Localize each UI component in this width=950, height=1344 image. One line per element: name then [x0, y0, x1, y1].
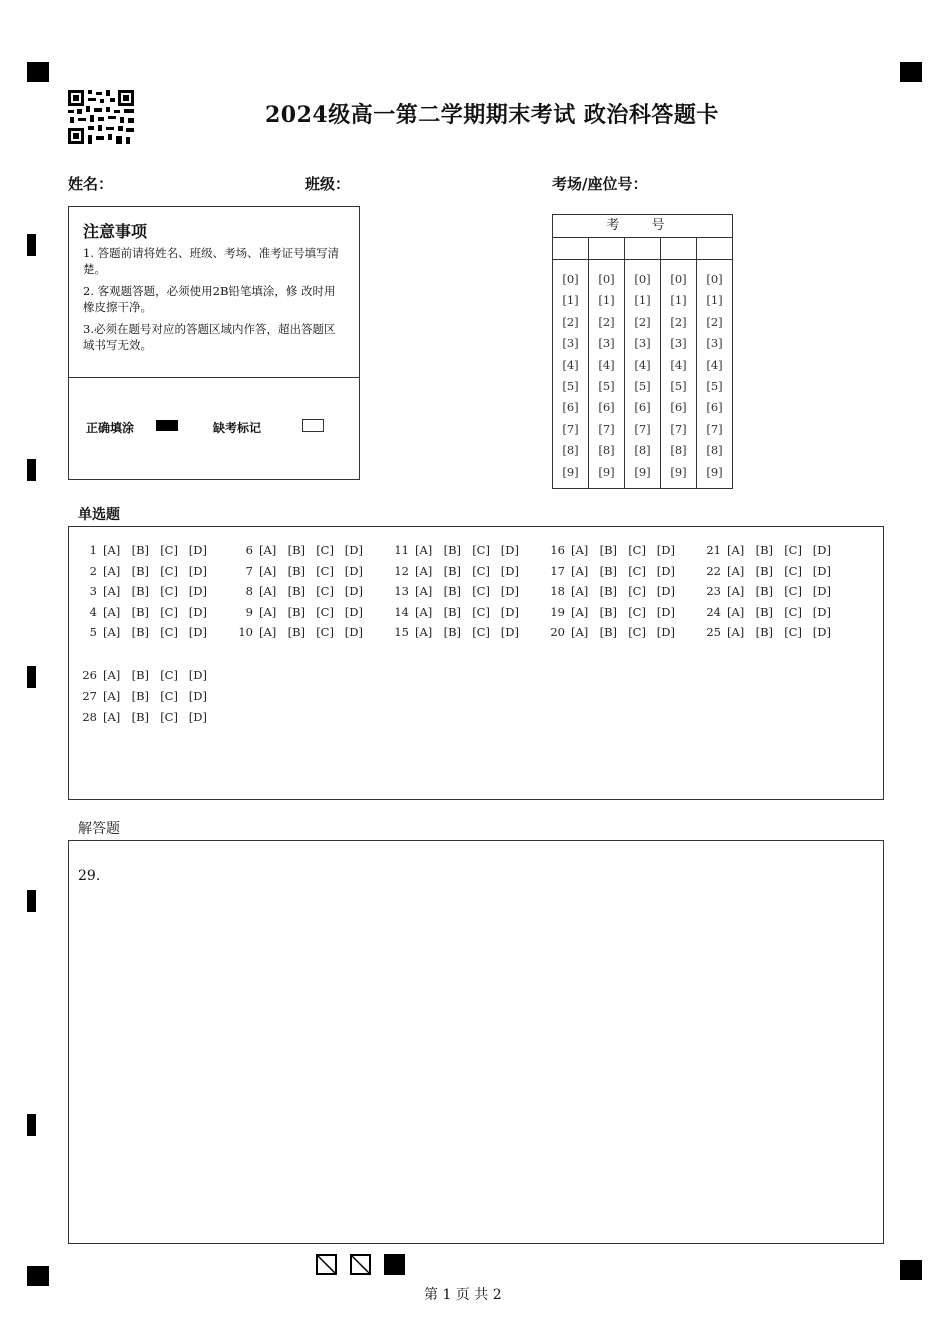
exam-number-write-cell[interactable] — [553, 237, 588, 260]
single-choice-label: 单选题 — [78, 507, 120, 523]
answer-bubble[interactable]: [C] — [316, 584, 334, 598]
exam-digit-bubble[interactable]: [7] — [634, 421, 651, 436]
exam-digit-bubble[interactable]: [9] — [634, 464, 651, 479]
answer-bubble[interactable]: [C] — [472, 625, 490, 639]
exam-digit-bubble[interactable]: [5] — [634, 379, 651, 393]
answer-bubble[interactable]: [C] — [160, 689, 178, 703]
exam-digit-bubble[interactable]: [6] — [706, 400, 723, 415]
answer-bubble[interactable]: [D] — [656, 625, 675, 639]
answer-bubble[interactable]: [A] — [571, 563, 589, 578]
answer-bubble[interactable]: [A] — [415, 625, 433, 639]
answer-bubble[interactable]: [D] — [344, 563, 363, 578]
question-number: 12 — [394, 563, 409, 578]
answer-bubble[interactable]: [A] — [103, 604, 121, 619]
question-row — [75, 543, 217, 557]
question-number: 6 — [245, 543, 253, 557]
exam-digit-bubble[interactable]: [1] — [670, 293, 687, 308]
answer-bubble[interactable]: [D] — [500, 625, 519, 639]
answer-bubble[interactable]: [C] — [784, 625, 802, 639]
answer-bubble[interactable]: [C] — [160, 625, 178, 639]
exam-column-divider — [588, 237, 589, 488]
answer-bubble[interactable]: [D] — [812, 625, 831, 639]
exam-column-divider — [624, 237, 625, 488]
exam-digit-bubble[interactable]: [0] — [634, 272, 651, 286]
exam-digit-bubble[interactable]: [5] — [706, 379, 723, 393]
question-number: 21 — [706, 543, 721, 557]
exam-digit-bubble[interactable]: [6] — [562, 400, 579, 415]
question-row — [543, 584, 685, 598]
answer-bubble[interactable]: [D] — [656, 543, 675, 557]
notice-instructions — [69, 207, 359, 378]
question-number: 23 — [706, 584, 721, 598]
question-row — [699, 625, 841, 639]
exam-digit-bubble[interactable]: [4] — [634, 357, 651, 372]
answer-bubble[interactable]: [C] — [472, 543, 490, 557]
absent-mark-label: 缺考标记 — [213, 421, 262, 435]
answer-bubble[interactable]: [C] — [160, 563, 178, 578]
exam-digit-bubble[interactable]: [7] — [562, 421, 579, 436]
question-row — [699, 543, 841, 557]
answer-bubble[interactable]: [C] — [160, 543, 178, 557]
question-row — [543, 625, 685, 639]
exam-digit-bubble[interactable]: [0] — [706, 272, 723, 286]
exam-digit-bubble[interactable]: [3] — [634, 336, 651, 351]
answer-bubble[interactable]: [C] — [472, 604, 490, 619]
question-number: 14 — [394, 604, 409, 619]
answer-bubble[interactable]: [C] — [316, 625, 334, 639]
question-number: 3 — [89, 584, 97, 598]
question-row — [387, 625, 529, 639]
exam-number-write-cell[interactable] — [697, 237, 732, 260]
answer-bubble[interactable]: [B] — [755, 604, 774, 619]
answer-bubble[interactable]: [B] — [599, 584, 618, 598]
answer-bubble[interactable]: [A] — [259, 625, 277, 639]
exam-digit-bubble[interactable]: [2] — [670, 314, 687, 329]
answer-bubble[interactable]: [A] — [571, 604, 589, 619]
notice-box — [68, 206, 360, 480]
answer-bubble[interactable]: [D] — [188, 668, 207, 682]
exam-digit-bubble[interactable]: [3] — [562, 336, 579, 351]
answer-bubble[interactable]: [B] — [599, 543, 618, 557]
answer-bubble[interactable]: [C] — [628, 604, 646, 619]
question-number: 7 — [245, 563, 253, 578]
answer-bubble[interactable]: [B] — [443, 543, 462, 557]
answer-bubble[interactable]: [A] — [415, 584, 433, 598]
answer-bubble[interactable]: [D] — [188, 625, 207, 639]
answer-bubble[interactable]: [D] — [500, 604, 519, 619]
answer-bubble[interactable]: [D] — [344, 584, 363, 598]
question-row — [387, 564, 529, 578]
answer-bubble[interactable]: [C] — [628, 584, 646, 598]
question-number: 11 — [394, 543, 409, 557]
answer-bubble[interactable]: [A] — [727, 625, 745, 639]
question-number: 2 — [89, 563, 97, 578]
exam-digit-bubble[interactable]: [6] — [634, 400, 651, 415]
answer-bubble[interactable]: [A] — [415, 543, 433, 557]
answer-bubble[interactable]: [A] — [727, 604, 745, 619]
answer-bubble[interactable]: [D] — [812, 604, 831, 619]
answer-bubble[interactable]: [B] — [755, 584, 774, 598]
answer-bubble[interactable]: [D] — [656, 604, 675, 619]
question-row — [75, 625, 217, 639]
answer-bubble[interactable]: [D] — [344, 543, 363, 557]
crossed-box-icon — [316, 1254, 337, 1275]
exam-digit-bubble[interactable]: [1] — [562, 293, 579, 308]
exam-digit-bubble[interactable]: [3] — [598, 336, 615, 351]
single-choice-box — [68, 526, 884, 800]
exam-number-column — [553, 237, 588, 488]
question-row — [387, 584, 529, 598]
answer-bubble[interactable]: [C] — [784, 584, 802, 598]
answer-bubble[interactable]: [C] — [160, 710, 178, 724]
question-number: 16 — [550, 543, 565, 557]
exam-digit-bubble[interactable]: [1] — [706, 293, 723, 308]
question-row — [231, 543, 373, 557]
answer-bubble[interactable]: [C] — [784, 563, 802, 578]
answer-bubble[interactable]: [B] — [287, 604, 306, 619]
answer-bubble[interactable]: [B] — [755, 543, 774, 557]
corner-mark-bottom-left — [27, 1266, 49, 1286]
answer-bubble[interactable]: [A] — [571, 625, 589, 639]
exam-digit-bubble[interactable]: [1] — [634, 293, 651, 308]
filled-box-icon — [384, 1254, 405, 1275]
answer-bubble[interactable]: [B] — [599, 604, 618, 619]
exam-digit-bubble[interactable]: [4] — [598, 357, 615, 372]
question-row — [699, 564, 841, 578]
exam-digit-bubble[interactable]: [6] — [670, 400, 687, 415]
answer-bubble[interactable]: [D] — [188, 563, 207, 578]
question-number: 9 — [245, 604, 253, 619]
answer-bubble[interactable]: [A] — [259, 604, 277, 619]
answer-bubble[interactable]: [D] — [812, 584, 831, 598]
answer-bubble[interactable]: [D] — [656, 584, 675, 598]
question-number: 19 — [550, 604, 565, 619]
seat-label: 考场/座位号： — [552, 175, 648, 193]
exam-digit-bubble[interactable]: [4] — [562, 357, 579, 372]
answer-bubble[interactable]: [D] — [500, 543, 519, 557]
page-footer: 第 1 页 共 2 — [424, 1287, 502, 1303]
exam-digit-bubble[interactable]: [0] — [598, 272, 615, 286]
answer-bubble[interactable]: [B] — [443, 625, 462, 639]
side-mark — [27, 234, 36, 256]
answer-bubble[interactable]: [A] — [103, 584, 121, 598]
exam-digit-bubble[interactable]: [1] — [598, 293, 615, 308]
answer-bubble[interactable]: [D] — [188, 543, 207, 557]
exam-digit-bubble[interactable]: [8] — [706, 443, 723, 458]
question-number: 18 — [550, 584, 565, 598]
exam-digit-bubble[interactable]: [9] — [670, 464, 687, 479]
question-number: 13 — [394, 584, 409, 598]
answer-bubble[interactable]: [C] — [628, 543, 646, 557]
side-mark — [27, 459, 36, 481]
exam-digit-bubble[interactable]: [0] — [670, 272, 687, 286]
question-number: 5 — [89, 625, 97, 639]
answer-bubble[interactable]: [B] — [131, 689, 150, 703]
crossed-box-icon — [350, 1254, 371, 1275]
notice-item: 2. 客观题答题，必须使用2B铅笔填涂，修 改时用橡皮擦干净。 — [83, 284, 336, 314]
answer-bubble[interactable]: [A] — [727, 543, 745, 557]
answer-bubble[interactable]: [C] — [160, 584, 178, 598]
question-row — [699, 584, 841, 598]
answer-bubble[interactable]: [D] — [344, 604, 363, 619]
question-row — [75, 668, 217, 682]
answer-bubble[interactable]: [B] — [131, 543, 150, 557]
question-row — [699, 605, 841, 619]
absent-mark-checkbox[interactable] — [302, 419, 324, 432]
answer-bubble[interactable]: [A] — [103, 543, 121, 557]
question-row — [75, 689, 217, 703]
question-row — [543, 543, 685, 557]
answer-bubble[interactable]: [B] — [131, 563, 150, 578]
question-row — [231, 625, 373, 639]
question-row — [231, 605, 373, 619]
exam-digit-bubble[interactable]: [9] — [706, 464, 723, 479]
answer-bubble[interactable]: [C] — [160, 668, 178, 682]
exam-number-write-cell[interactable] — [661, 237, 696, 260]
answer-bubble[interactable]: [C] — [784, 604, 802, 619]
answer-bubble[interactable]: [A] — [727, 563, 745, 578]
answer-bubble[interactable]: [B] — [131, 604, 150, 619]
exam-digit-bubble[interactable]: [9] — [562, 464, 579, 479]
answer-bubble[interactable]: [D] — [812, 543, 831, 557]
question-row — [75, 605, 217, 619]
answer-bubble[interactable]: [A] — [103, 563, 121, 578]
exam-digit-bubble[interactable]: [8] — [670, 443, 687, 458]
answer-bubble[interactable]: [B] — [287, 543, 306, 557]
answer-bubble[interactable]: [B] — [443, 563, 462, 578]
answer-bubble[interactable]: [B] — [443, 584, 462, 598]
exam-digit-bubble[interactable]: [7] — [706, 421, 723, 436]
question-number: 28 — [82, 710, 97, 724]
answer-bubble[interactable]: [A] — [571, 584, 589, 598]
exam-number-write-cell[interactable] — [625, 237, 660, 260]
answer-bubble[interactable]: [A] — [259, 543, 277, 557]
question-row — [75, 564, 217, 578]
notice-item: 1. 答题前请将姓名、班级、考场、准考证号填写清楚。 — [83, 246, 340, 276]
answer-bubble[interactable]: [D] — [188, 689, 207, 703]
question-number: 22 — [706, 563, 721, 578]
question-number: 15 — [394, 625, 409, 639]
question-row — [75, 584, 217, 598]
answer-bubble[interactable]: [D] — [344, 625, 363, 639]
exam-digit-bubble[interactable]: [0] — [562, 272, 579, 286]
exam-number-column — [697, 237, 732, 488]
exam-digit-bubble[interactable]: [8] — [562, 443, 579, 458]
exam-number-column — [661, 237, 696, 488]
answer-bubble[interactable]: [C] — [472, 584, 490, 598]
answer-bubble[interactable]: [B] — [131, 625, 150, 639]
exam-digit-bubble[interactable]: [5] — [562, 379, 579, 393]
exam-number-write-cell[interactable] — [589, 237, 624, 260]
question-number: 24 — [706, 604, 721, 619]
answer-bubble[interactable]: [A] — [259, 584, 277, 598]
corner-mark-top-right — [900, 62, 922, 82]
answer-area[interactable] — [68, 840, 884, 1244]
question-number: 8 — [245, 584, 253, 598]
answer-bubble[interactable]: [D] — [188, 604, 207, 619]
answer-bubble[interactable]: [C] — [316, 543, 334, 557]
exam-digit-bubble[interactable]: [2] — [634, 314, 651, 329]
question-number: 4 — [89, 604, 97, 619]
exam-number-column — [589, 237, 624, 488]
corner-mark-top-left — [27, 62, 49, 82]
exam-number-header: 考 号 — [553, 215, 732, 238]
question-row — [543, 564, 685, 578]
question-row — [543, 605, 685, 619]
answer-bubble[interactable]: [A] — [103, 689, 121, 703]
answer-bubble[interactable]: [B] — [131, 584, 150, 598]
question-number: 10 — [238, 625, 253, 639]
notice-title: 注意事项 — [83, 222, 148, 241]
notice-item: 3.必须在题号对应的答题区域内作答，超出答题区域书写无效。 — [83, 322, 336, 352]
answer-bubble[interactable]: [D] — [500, 563, 519, 578]
answer-bubble[interactable]: [A] — [103, 710, 121, 724]
side-mark — [27, 666, 36, 688]
question-row — [75, 710, 217, 724]
corner-mark-bottom-right — [900, 1260, 922, 1280]
exam-number-column — [625, 237, 660, 488]
class-label: 班级： — [305, 175, 351, 193]
answer-bubble[interactable]: [C] — [472, 563, 490, 578]
exam-digit-bubble[interactable]: [4] — [706, 357, 723, 372]
exam-digit-bubble[interactable]: [2] — [706, 314, 723, 329]
qr-code-icon — [68, 90, 134, 144]
correct-fill-sample — [156, 420, 178, 431]
answer-bubble[interactable]: [A] — [415, 563, 433, 578]
question-number: 29. — [78, 868, 101, 884]
name-label: 姓名： — [68, 175, 114, 193]
answer-bubble[interactable]: [A] — [415, 604, 433, 619]
answer-bubble[interactable]: [B] — [443, 604, 462, 619]
side-mark — [27, 1114, 36, 1136]
answer-bubble[interactable]: [C] — [316, 563, 334, 578]
exam-digit-bubble[interactable]: [6] — [598, 400, 615, 415]
answer-bubble[interactable]: [C] — [784, 543, 802, 557]
side-mark — [27, 890, 36, 912]
answer-bubble[interactable]: [D] — [812, 563, 831, 578]
exam-digit-bubble[interactable]: [5] — [598, 379, 615, 393]
answer-section-label: 解答题 — [78, 821, 120, 837]
answer-bubble[interactable]: [A] — [103, 668, 121, 682]
answer-bubble[interactable]: [A] — [103, 625, 121, 639]
answer-bubble[interactable]: [B] — [287, 584, 306, 598]
exam-digit-bubble[interactable]: [5] — [670, 379, 687, 393]
question-row — [387, 605, 529, 619]
question-row — [231, 584, 373, 598]
answer-bubble[interactable]: [B] — [755, 625, 774, 639]
answer-bubble[interactable]: [D] — [500, 584, 519, 598]
exam-digit-bubble[interactable]: [7] — [598, 421, 615, 436]
exam-column-divider — [660, 237, 661, 488]
exam-column-divider — [696, 237, 697, 488]
answer-bubble[interactable]: [B] — [599, 563, 618, 578]
exam-digit-bubble[interactable]: [2] — [562, 314, 579, 329]
question-number: 1 — [89, 543, 97, 557]
exam-digit-bubble[interactable]: [8] — [634, 443, 651, 458]
answer-bubble[interactable]: [C] — [316, 604, 334, 619]
question-number: 17 — [550, 563, 565, 578]
question-number: 27 — [82, 689, 97, 703]
answer-bubble[interactable]: [B] — [287, 563, 306, 578]
exam-digit-bubble[interactable]: [2] — [598, 314, 615, 329]
question-number: 20 — [550, 625, 565, 639]
exam-digit-bubble[interactable]: [3] — [670, 336, 687, 351]
answer-bubble[interactable]: [C] — [628, 625, 646, 639]
answer-bubble[interactable]: [A] — [571, 543, 589, 557]
exam-digit-bubble[interactable]: [7] — [670, 421, 687, 436]
answer-bubble[interactable]: [D] — [188, 710, 207, 724]
exam-number-grid — [552, 214, 733, 489]
answer-bubble[interactable]: [D] — [188, 584, 207, 598]
answer-bubble[interactable]: [B] — [755, 563, 774, 578]
answer-bubble[interactable]: [B] — [287, 625, 306, 639]
answer-bubble[interactable]: [C] — [628, 563, 646, 578]
question-row — [231, 564, 373, 578]
exam-digit-bubble[interactable]: [8] — [598, 443, 615, 458]
answer-bubble[interactable]: [B] — [131, 668, 150, 682]
answer-bubble[interactable]: [B] — [131, 710, 150, 724]
answer-bubble[interactable]: [C] — [160, 604, 178, 619]
question-row — [387, 543, 529, 557]
exam-digit-bubble[interactable]: [9] — [598, 464, 615, 479]
question-number: 25 — [706, 625, 721, 639]
answer-bubble[interactable]: [A] — [727, 584, 745, 598]
correct-fill-label: 正确填涂 — [86, 421, 135, 435]
exam-digit-bubble[interactable]: [4] — [670, 357, 687, 372]
question-number: 26 — [82, 668, 97, 682]
page-title: 2024级高一第二学期期末考试 政治科答题卡 — [265, 102, 719, 128]
answer-bubble[interactable]: [D] — [656, 563, 675, 578]
exam-digit-bubble[interactable]: [3] — [706, 336, 723, 351]
answer-bubble[interactable]: [B] — [599, 625, 618, 639]
answer-bubble[interactable]: [A] — [259, 563, 277, 578]
